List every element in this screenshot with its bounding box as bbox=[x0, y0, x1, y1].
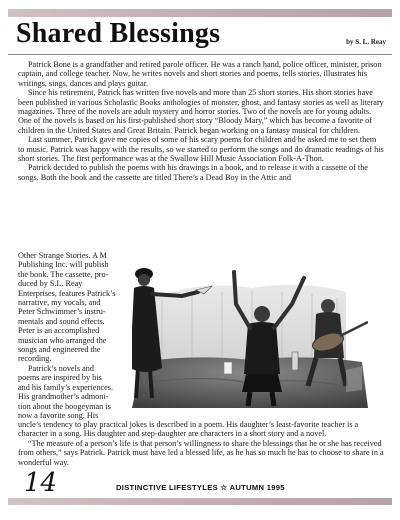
wrap-line: musician who arranged the bbox=[18, 335, 107, 345]
paragraph: Patrick decided to publish the poems with his drawings in a book, and to release it with a cassette of the songs. Both the book and the cassette are titled There’s a Dead Boy in the Attic and bbox=[18, 163, 368, 182]
article-body-bottom bbox=[18, 420, 384, 467]
wrap-line: songs and engineered the bbox=[18, 345, 101, 355]
wrap-line: the book. The cassette, pro- bbox=[18, 269, 109, 279]
paragraph: Since his retirement, Patrick has written five novels and more than 25 short stories. His short stories have been published in various Scholastic Books anthologies of monster, ghost, and fantasy stories as well as literary magazines. Three of the novels are adult mystery and horror stories. Two of the novels are for young adults. One of the novels is based on his first-published short story “Bloody Mary,” which has become a favorite of children in the United States and Great Britain. Patrick began working on a fantasy musical for children. bbox=[18, 88, 384, 135]
footer-label: DISTINCTIVE LIFESTYLES ☆ AUTUMN 1995 bbox=[116, 483, 285, 492]
wrap-line: Peter is an accomplished bbox=[18, 326, 100, 336]
article-byline: by S. L. Reay bbox=[346, 38, 386, 46]
performers-photo bbox=[132, 250, 368, 408]
article-wrap-column bbox=[18, 251, 130, 420]
paragraph: “The measure of a person’s life is that person’s willingness to share the blessings that he or she has received from others,” says Patrick. Patrick must have led a blessed life, as he has so much he has to choose to share in a wonderful way. bbox=[18, 438, 384, 467]
wrap-line: Publishing Inc. will publish bbox=[18, 260, 109, 270]
wrap-line: Other Strange Stories. A M bbox=[18, 251, 107, 260]
wrap-line: tion about the boogeyman is bbox=[18, 401, 111, 411]
wrap-line: Peter Schwimmer’s instru- bbox=[18, 307, 106, 317]
title-rule bbox=[8, 54, 392, 55]
article-body-top bbox=[18, 60, 384, 182]
paragraph: uncle’s tendency to play practical jokes is described in a poem. His daughter’s least-favorite teacher is a character in a song. His daughter and step-daughter are characters in a short story and a novel. bbox=[18, 420, 359, 439]
wrap-line: poems are inspired by his bbox=[18, 373, 102, 383]
wrap-line: mentals and sound effects. bbox=[18, 316, 105, 326]
wrap-line: recording. bbox=[18, 354, 52, 364]
wrap-line: narrative, my vocals, and bbox=[18, 298, 101, 308]
paragraph: Last summer, Patrick gave me copies of some of his scary poems for children and he asked me to set them to music. Patrick was happy with the results, so we started to perform the songs and do dramatic readings of his short stories. The first performance was at the Swallow Hill Music Association Folk-A-Thon. bbox=[18, 135, 384, 164]
wrap-line: now a favorite song. His bbox=[18, 410, 99, 420]
page-number: 14 bbox=[24, 468, 58, 498]
footer-decorative-bar bbox=[8, 498, 392, 505]
wrap-line: Patrick’s novels and bbox=[28, 363, 94, 373]
article-title: Shared Blessings bbox=[16, 18, 221, 49]
header-decorative-bar bbox=[8, 9, 392, 17]
wrap-line: His grandmother’s admoni- bbox=[18, 392, 109, 402]
wrap-line: duced by S.L. Reay bbox=[18, 279, 83, 289]
wrap-line: Enterprises, features Patrick’s bbox=[18, 288, 116, 298]
wrap-line: and his family’s experiences. bbox=[18, 382, 114, 392]
paragraph: Patrick Bone is a grandfather and retired parole officer. He was a ranch hand, police officer, minister, prison captain, and college teacher. Now, he writes novels and short stories and poems, tells stories, illustrates his writings, sings, dances and plays guitar. bbox=[18, 60, 382, 88]
